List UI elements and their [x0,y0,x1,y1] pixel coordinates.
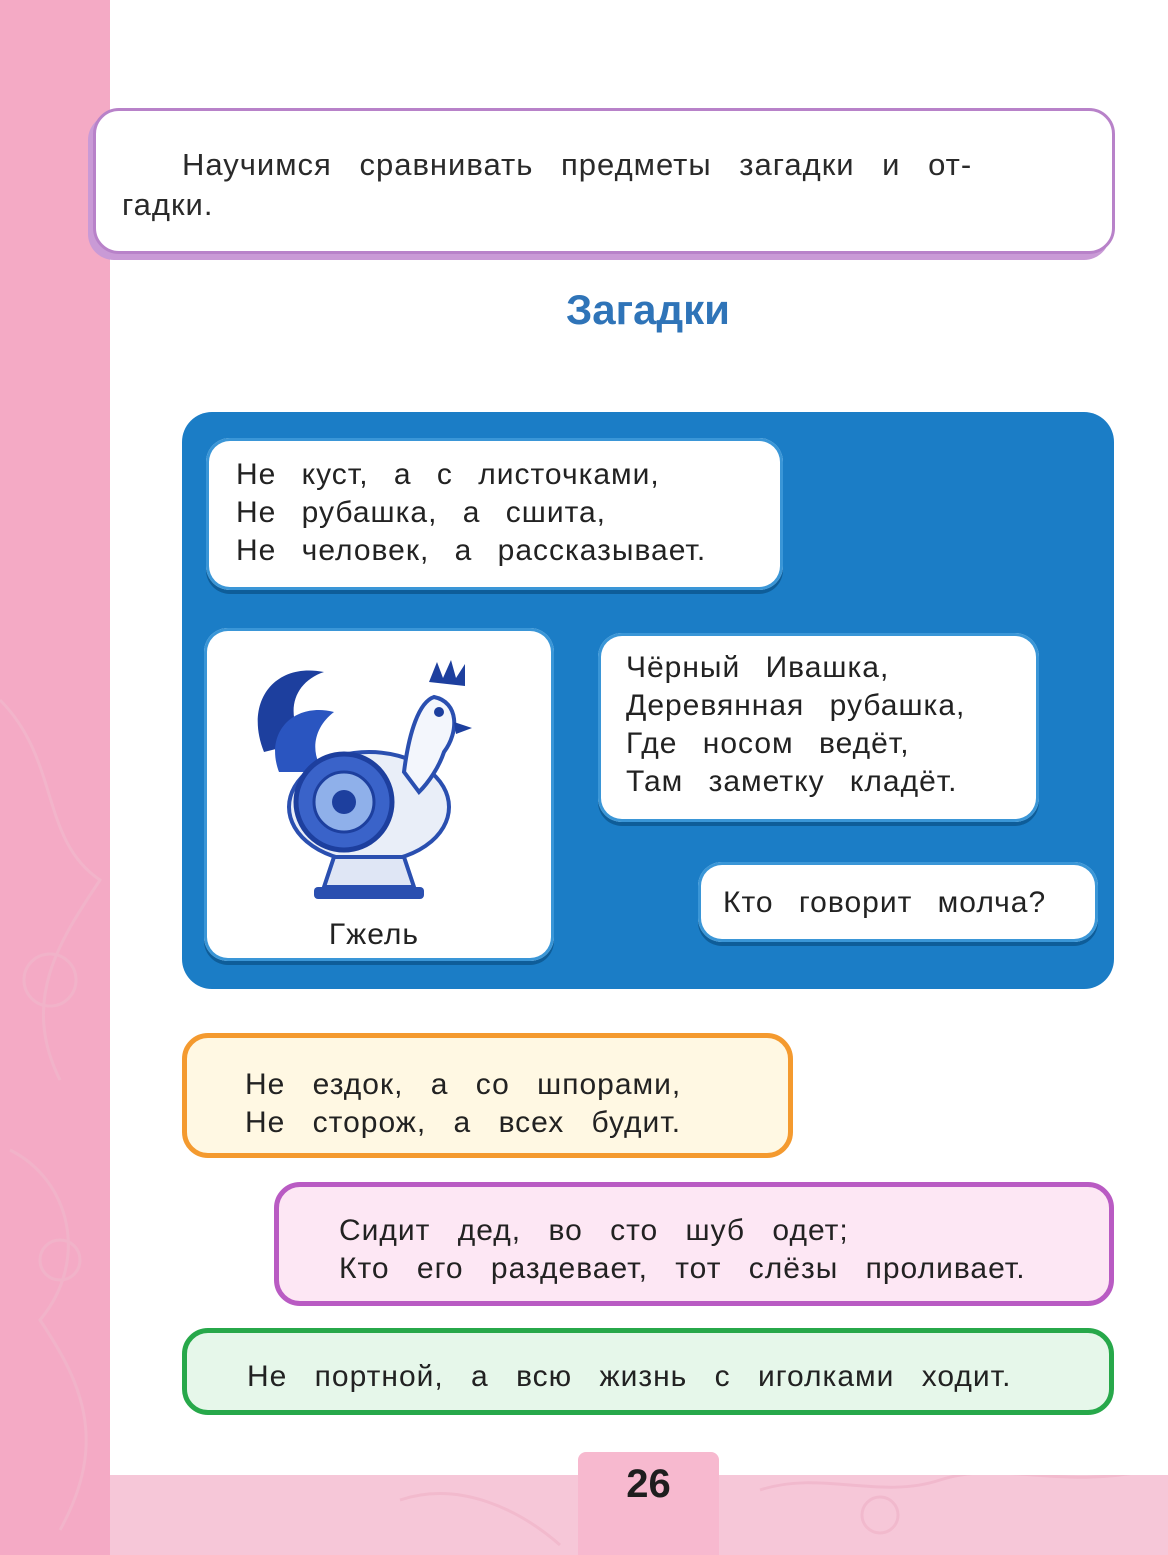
riddle-line: Не ездок, а со шпорами, [245,1068,682,1101]
riddle-line: Где носом ведёт, [626,727,910,760]
riddle-line: Не рубашка, а сшита, [236,496,607,529]
riddle-card-pencil [598,633,1039,822]
riddle-line: Деревянная рубашка, [626,689,966,722]
riddle-line: Не куст, а с листочками, [236,458,660,491]
riddle-card-hedgehog [182,1328,1114,1415]
riddle-card-rooster [182,1033,793,1158]
lesson-goal-line-1: Научимся сравнивать предметы загадки и от- [182,147,973,182]
riddle-card-onion [274,1182,1114,1306]
riddle-line: Не портной, а всю жизнь с иголками ходит. [247,1360,1012,1393]
image-caption: Гжель [328,918,420,951]
gzhel-rooster-illustration [234,642,484,912]
page-number: 26 [626,1462,671,1506]
riddle-line: Кто его раздевает, тот слёзы проливает. [339,1252,1026,1285]
riddle-line: Там заметку кладёт. [626,765,958,798]
riddle-line: Чёрный Ивашка, [626,651,890,684]
gzhel-image-card [204,628,554,961]
lesson-goal-line-2: гадки. [122,187,214,222]
riddle-line: Не сторож, а всех будит. [245,1106,682,1139]
riddle-line: Сидит дед, во сто шуб одет; [339,1214,849,1247]
riddle-card-question [698,862,1098,942]
riddle-line: Не человек, а рассказывает. [236,534,707,567]
riddle-card-leaves [206,438,783,590]
lesson-goal-box [93,108,1115,254]
riddle-line: Кто говорит молча? [723,886,1047,919]
section-title: Загадки [565,286,731,333]
